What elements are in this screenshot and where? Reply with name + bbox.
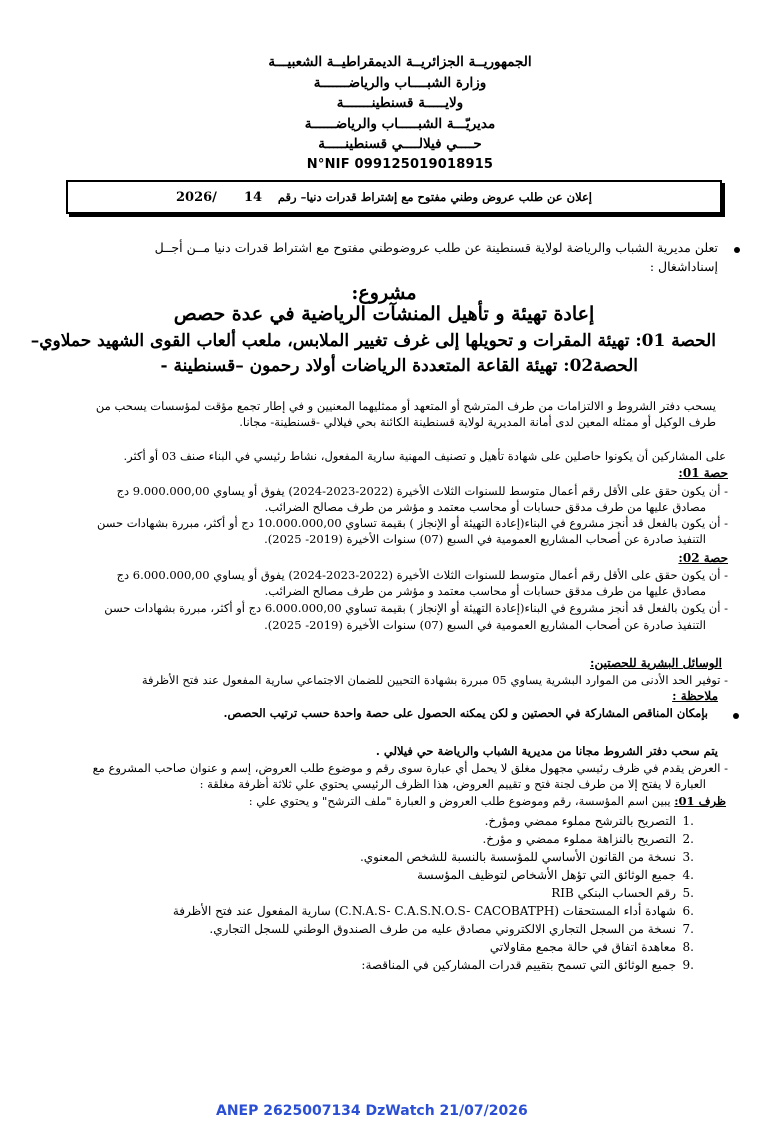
- list-item-number: .6: [682, 904, 694, 918]
- bullet-icon: [734, 247, 740, 253]
- list-item-text: نسخة من السجل التجاري الالكتروني مصادق عليه من طرف الصندوق الوطني للسجل التجاري.: [209, 922, 676, 936]
- submission-line-2: العبارة لا يفتح إلا من طرف لجنة فتح و تقييم العروض، هذا الظرف الرئيسي يحتوي علي ثلاثة أظرفة مغلقة :: [199, 777, 706, 791]
- lot-1-title: الحصة 01: تهيئة المقرات و تحويلها إلى غرف تغيير الملابس، ملعب ألعاب القوى الشهيد حملاوي–: [30, 331, 716, 351]
- list-item-number: .1: [682, 814, 694, 828]
- withdraw-line-2: طرف الوكيل أو ممثله المعين لدى أمانة المديرية لولاية قسنطينة الكائنة بحي فيلالي -قسنطينة- مجانا.: [239, 415, 716, 429]
- ministry-line: وزارة الشبــــاب والرياضـــــــة: [313, 74, 487, 91]
- lot-2-criterion-2a: [28, 600, 728, 617]
- hr-line: [28, 672, 728, 689]
- directorate-line: مديريّـــة الشبـــــاب والرياضــــــة: [304, 115, 496, 132]
- notice-number: 14: [244, 189, 263, 205]
- letterhead: [250, 52, 550, 175]
- dash-icon: -: [720, 484, 728, 498]
- lot-2-turnover: أن يكون حقق على الأقل رقم أعمال متوسط للسنوات الثلاث الأخيرة (2022-2023-2024) يفوق أو يساوي 6.000.000,00 دج: [116, 568, 721, 582]
- list-item-text: نسخة من القانون الأساسي للمؤسسة بالنسبة للشخص المعنوي.: [359, 850, 676, 864]
- notice-box: [66, 180, 722, 214]
- note-text: بإمكان المناقص المشاركة في الحصتين و لكن يمكنه الحصول على حصة واحدة حسب ترتيب الحصص.: [223, 706, 708, 720]
- lot-2-criterion-1a: [28, 567, 728, 584]
- list-item-number: .7: [682, 922, 694, 936]
- hr-heading: الوسائل البشرية للحصتين:: [590, 656, 722, 670]
- lot-2-criterion-2b: التنفيذ صادرة عن أصحاب المشاريع العمومية في السبع (07) سنوات الأخيرة (2019- 2025).: [264, 618, 706, 632]
- footer-reference: ANEP 2625007134 DzWatch 21/07/2026: [216, 1103, 528, 1119]
- lot-2-experience: أن يكون بالفعل قد أنجز مشروع في البناء(إعادة التهيئة أو الإنجاز ) بقيمة تساوي 6.000.000,00 دج أو أكثر، مبررة بشهادات حسن: [104, 601, 721, 615]
- list-item-number: .3: [682, 850, 694, 864]
- list-item: [94, 830, 694, 848]
- lot-2-heading: حصة 02:: [678, 551, 728, 565]
- project-title: إعادة تهيئة و تأهيل المنشآت الرياضية في عدة حصص: [173, 303, 595, 325]
- nif-number: N°NIF 09912501901891​5: [306, 156, 494, 172]
- lot-1-experience: أن يكون بالفعل قد أنجز مشروع في البناء(إعادة التهيئة أو الإنجاز ) بقيمة تساوي 10.000.000,00 دج أو أكثر، مبررة بشهادات حسن: [96, 516, 721, 530]
- list-item-text: رقم الحساب البنكي RIB: [551, 886, 676, 900]
- envelope-1-label: ظرف 01:: [674, 794, 726, 808]
- republic-line: الجمهوريــة الجزائريــة الديمقراطيــة الشعبيـــة: [268, 54, 532, 70]
- lot-1-heading: حصة 01:: [678, 466, 728, 480]
- qualification-text: على المشاركين أن يكونوا حاصلين على شهادة تأهيل و تصنيف المهنية سارية المفعول، نشاط رئيسي في البناء صنف 03 أو أكثر.: [123, 449, 726, 463]
- list-item: [94, 956, 694, 974]
- list-item: [94, 884, 694, 902]
- withdraw-line-1: يسحب دفتر الشروط و الالتزامات من طرف المترشح أو المتعهد أو ممثليهما المعنيين و في إطار تجمع مؤقت لمؤسسات يسحب من: [95, 399, 716, 413]
- list-item: [94, 920, 694, 938]
- lot-1-turnover: أن يكون حقق على الأقل رقم أعمال متوسط للسنوات الثلاث الأخيرة (2022-2023-2024) يفوق أو يساوي 9.000.000,00 دج: [116, 484, 721, 498]
- dash-icon: -: [720, 761, 728, 775]
- list-item-number: .4: [682, 868, 694, 882]
- bullet-icon: [733, 713, 739, 719]
- list-item: [94, 902, 694, 920]
- lot-2-criterion-1b: مصادق عليها من طرف مدقق حسابات أو محاسب معتمد و مؤشر من طرف مصالح الضرائب.: [264, 584, 706, 598]
- intro-line-1: تعلن مديرية الشباب والرياضة لولاية قسنطينة عن طلب عروضوطني مفتوح مع اشتراط قدرات دنيا مــن أجــل: [154, 240, 718, 255]
- district-line: حــــي فيلالــــي قسنطينـــــة: [318, 136, 482, 152]
- lot-2-title: الحصة02: تهيئة القاعة المتعددة الرياضات أولاد رحمون –قسنطينة -: [160, 356, 638, 376]
- list-item: [94, 812, 694, 830]
- list-item-text: التصريح بالنزاهة مملوء ممضي و مؤرخ.: [482, 832, 676, 846]
- list-item-text: شهادة أداء المستحقات (C.N.A.S- C.A.S.N.O.S- CACOBATPH) سارية المفعول عند فتح الأظرفة: [172, 904, 676, 918]
- notice-title: إعلان عن طلب عروض وطني مفتوح مع إشتراط قدرات دنيا– رقم: [277, 190, 592, 204]
- list-item-text: التصريح بالترشح مملوء ممضي ومؤرخ.: [484, 814, 676, 828]
- list-item-number: .8: [682, 940, 694, 954]
- list-item-text: جميع الوثائق التي تؤهل الأشخاص لتوظيف المؤسسة: [417, 868, 676, 882]
- envelope-1-line: [26, 793, 726, 810]
- notice-year: 2026/: [176, 189, 217, 205]
- note-heading: ملاحظة :: [672, 689, 718, 703]
- lot-1-criterion-1b: مصادق عليها من طرف مدقق حسابات أو محاسب معتمد و مؤشر من طرف مصالح الضرائب.: [264, 500, 706, 514]
- list-item: [94, 866, 694, 884]
- hr-requirement: توفير الحد الأدنى من الموارد البشرية يساوي 05 مبررة بشهادة التحيين للضمان الاجتماعي سارية المفعول عند فتح الأظرفة: [141, 673, 721, 687]
- dash-icon: -: [720, 601, 728, 615]
- envelope-1-text: يبين اسم المؤسسة، رقم وموضوع طلب العروض و العبارة "ملف الترشح" و يحتوي علي :: [248, 794, 671, 808]
- list-item-text: معاهدة اتفاق في حالة مجمع مقاولاتي: [489, 940, 676, 954]
- lot-1-criterion-1a: [28, 483, 728, 500]
- list-item: [94, 848, 694, 866]
- lot-1-criterion-2a: [28, 515, 728, 532]
- lot-1-criterion-2b: التنفيذ صادرة عن أصحاب المشاريع العمومية في السبع (07) سنوات الأخيرة (2019- 2025).: [264, 532, 706, 546]
- intro-line-2: إسناداشغال :: [649, 259, 718, 274]
- list-item: [94, 938, 694, 956]
- dash-icon: -: [720, 568, 728, 582]
- wilaya-line: ولايـــــة قسنطينـــــــة: [336, 95, 464, 111]
- submission-line-1: [18, 760, 728, 777]
- list-item-text: جميع الوثائق التي تسمح بتقييم قدرات المشاركين في المناقصة:: [361, 958, 676, 972]
- list-item-number: .2: [682, 832, 694, 846]
- submission-intro: يتم سحب دفتر الشروط مجانا من مديرية الشباب والرياضة حي فيلالي .: [375, 744, 718, 758]
- list-item-number: .5: [682, 886, 694, 900]
- dash-icon: -: [720, 673, 728, 687]
- project-label: مشروع:: [351, 282, 417, 304]
- submission-line-1-text: العرض يقدم في ظرف رئيسي مجهول مغلق لا يحمل أي عبارة سوى رقم و موضوع طلب العروض، إسم و عنوان صاحب المشروع مع: [92, 761, 721, 775]
- dash-icon: -: [720, 516, 728, 530]
- list-item-number: .9: [682, 958, 694, 972]
